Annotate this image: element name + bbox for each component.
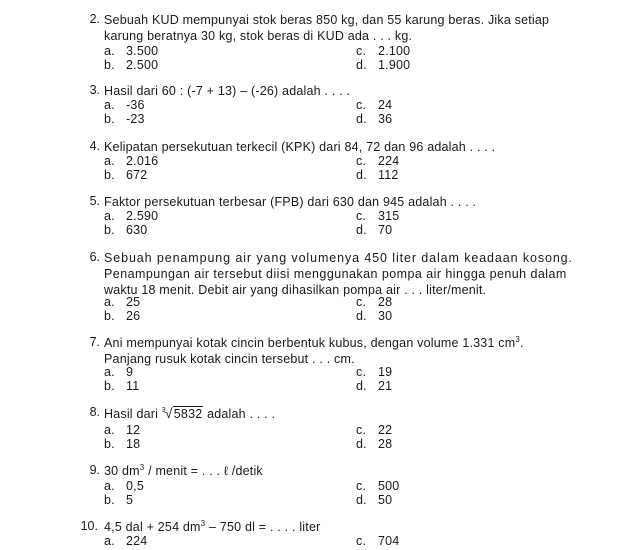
question-line: karung beratnya 30 kg, stok beras di KUD ada . . . kg. <box>104 29 413 43</box>
question-text <box>104 194 590 210</box>
option-letter: c. <box>356 479 367 493</box>
question-line: Faktor persekutuan terbesar (FPB) dari 630 dan 945 adalah . . . . <box>104 195 477 209</box>
option-value: 9 <box>126 365 134 379</box>
option-value: -23 <box>126 112 145 126</box>
question-text <box>104 139 590 155</box>
question-number: 4. <box>89 139 100 153</box>
option-value: 11 <box>126 379 140 393</box>
superscript-3: 3 <box>515 334 521 344</box>
question-line <box>104 463 590 479</box>
option-value: 672 <box>126 168 148 182</box>
option-letter: a. <box>104 154 115 168</box>
radicand: 5832 <box>173 407 203 421</box>
option-letter: b. <box>104 168 115 182</box>
question-line: Kelipatan persekutuan terkecil (KPK) dari 84, 72 dan 96 adalah . . . . <box>104 140 496 154</box>
option-letter: d. <box>356 168 367 182</box>
option-letter: a. <box>104 534 115 548</box>
question-number: 3. <box>89 83 100 97</box>
option-value: 30 <box>378 309 393 323</box>
question-line: Sebuah penampung air yang volumenya 450 liter dalam keadaan kosong. <box>104 251 573 265</box>
option-letter: c. <box>356 209 367 223</box>
question-text <box>104 405 590 421</box>
option-value: 0,5 <box>126 479 144 493</box>
question-line-text: Ani mempunyai kotak cincin berbentuk kubus, dengan volume 1.331 cm <box>104 336 516 350</box>
option-value: 630 <box>126 223 148 237</box>
question-line-text: 4,5 dal + 254 dm <box>104 520 201 534</box>
option-letter: d. <box>356 309 367 323</box>
option-value: 500 <box>378 479 400 493</box>
option-value: -36 <box>126 98 145 112</box>
option-value: 112 <box>378 168 399 182</box>
line-tail: . <box>520 336 524 350</box>
option-value: 12 <box>126 423 141 437</box>
superscript-3: 3 <box>200 518 206 528</box>
option-letter: c. <box>356 423 367 437</box>
option-value: 315 <box>378 209 400 223</box>
option-letter: a. <box>104 209 115 223</box>
option-value: 21 <box>378 379 393 393</box>
question-line-text: – 750 dl = . . . . liter <box>209 520 321 534</box>
option-value: 26 <box>126 309 141 323</box>
option-value: 25 <box>126 295 141 309</box>
question-line-text: adalah . . . . <box>207 407 276 421</box>
question-number: 5. <box>89 194 100 208</box>
question-text <box>104 463 590 479</box>
option-value: 224 <box>126 534 148 548</box>
option-letter: b. <box>104 309 115 323</box>
option-value: 1.900 <box>378 58 411 72</box>
question-text <box>104 519 590 535</box>
option-letter: b. <box>104 112 115 126</box>
option-letter: b. <box>104 58 115 72</box>
question-line: Penampungan air tersebut diisi menggunakan pompa air hingga penuh dalam <box>104 267 567 281</box>
option-value: 28 <box>378 437 393 451</box>
question-line: Sebuah KUD mempunyai stok beras 850 kg, dan 55 karung beras. Jika setiap <box>104 13 550 27</box>
option-value: 36 <box>378 112 393 126</box>
option-letter: d. <box>356 112 367 126</box>
option-value: 18 <box>126 437 141 451</box>
root-index: 3 <box>161 407 166 414</box>
option-letter: a. <box>104 423 115 437</box>
option-letter: c. <box>356 295 367 309</box>
option-letter: c. <box>356 534 367 548</box>
option-value: 704 <box>378 534 400 548</box>
option-letter: c. <box>356 44 367 58</box>
cube-root-expression <box>162 405 204 425</box>
question-text <box>104 250 590 298</box>
question-number: 6. <box>89 250 100 264</box>
option-value: 2.590 <box>126 209 159 223</box>
radical-sign-icon: √ <box>164 405 173 421</box>
question-line <box>104 519 590 535</box>
option-letter: d. <box>356 493 367 507</box>
question-number: 9. <box>89 463 100 477</box>
question-line <box>104 335 590 351</box>
option-letter: a. <box>104 365 115 379</box>
question-text <box>104 335 590 367</box>
question-number: 7. <box>89 335 100 349</box>
option-letter: a. <box>104 295 115 309</box>
option-letter: b. <box>104 493 115 507</box>
option-letter: a. <box>104 44 115 58</box>
question-line: Panjang rusuk kotak cincin tersebut . . . cm. <box>104 352 355 366</box>
option-letter: b. <box>104 379 115 393</box>
option-letter: c. <box>356 98 367 112</box>
option-value: 70 <box>378 223 393 237</box>
option-letter: d. <box>356 379 367 393</box>
option-letter: b. <box>104 223 115 237</box>
option-value: 2.100 <box>378 44 411 58</box>
question-number: 10. <box>80 519 98 533</box>
option-letter: c. <box>356 365 367 379</box>
question-line-text: 30 dm <box>104 464 140 478</box>
option-value: 3.500 <box>126 44 159 58</box>
question-number: 2. <box>89 12 100 26</box>
question-line: Hasil dari 60 : (-7 + 13) – (-26) adalah . . . . <box>104 84 351 98</box>
option-value: 2.016 <box>126 154 159 168</box>
option-letter: a. <box>104 479 115 493</box>
option-value: 24 <box>378 98 393 112</box>
superscript-3: 3 <box>139 462 145 472</box>
option-letter: d. <box>356 437 367 451</box>
question-number: 8. <box>89 405 100 419</box>
option-value: 19 <box>378 365 393 379</box>
option-letter: d. <box>356 223 367 237</box>
option-value: 50 <box>378 493 393 507</box>
question-line <box>104 405 590 421</box>
option-letter: c. <box>356 154 367 168</box>
option-value: 5 <box>126 493 134 507</box>
question-text <box>104 12 590 44</box>
question-text <box>104 83 590 99</box>
option-value: 2.500 <box>126 58 159 72</box>
option-letter: a. <box>104 98 115 112</box>
question-line-text: Hasil dari <box>104 407 159 421</box>
option-letter: d. <box>356 58 367 72</box>
option-value: 28 <box>378 295 393 309</box>
question-line-text: / menit = . . . ℓ /detik <box>148 464 263 478</box>
option-value: 224 <box>378 154 400 168</box>
question-line: waktu 18 menit. Debit air yang dihasilkan pompa air . . . liter/menit. <box>104 283 487 297</box>
option-value: 22 <box>378 423 393 437</box>
option-letter: b. <box>104 437 115 451</box>
